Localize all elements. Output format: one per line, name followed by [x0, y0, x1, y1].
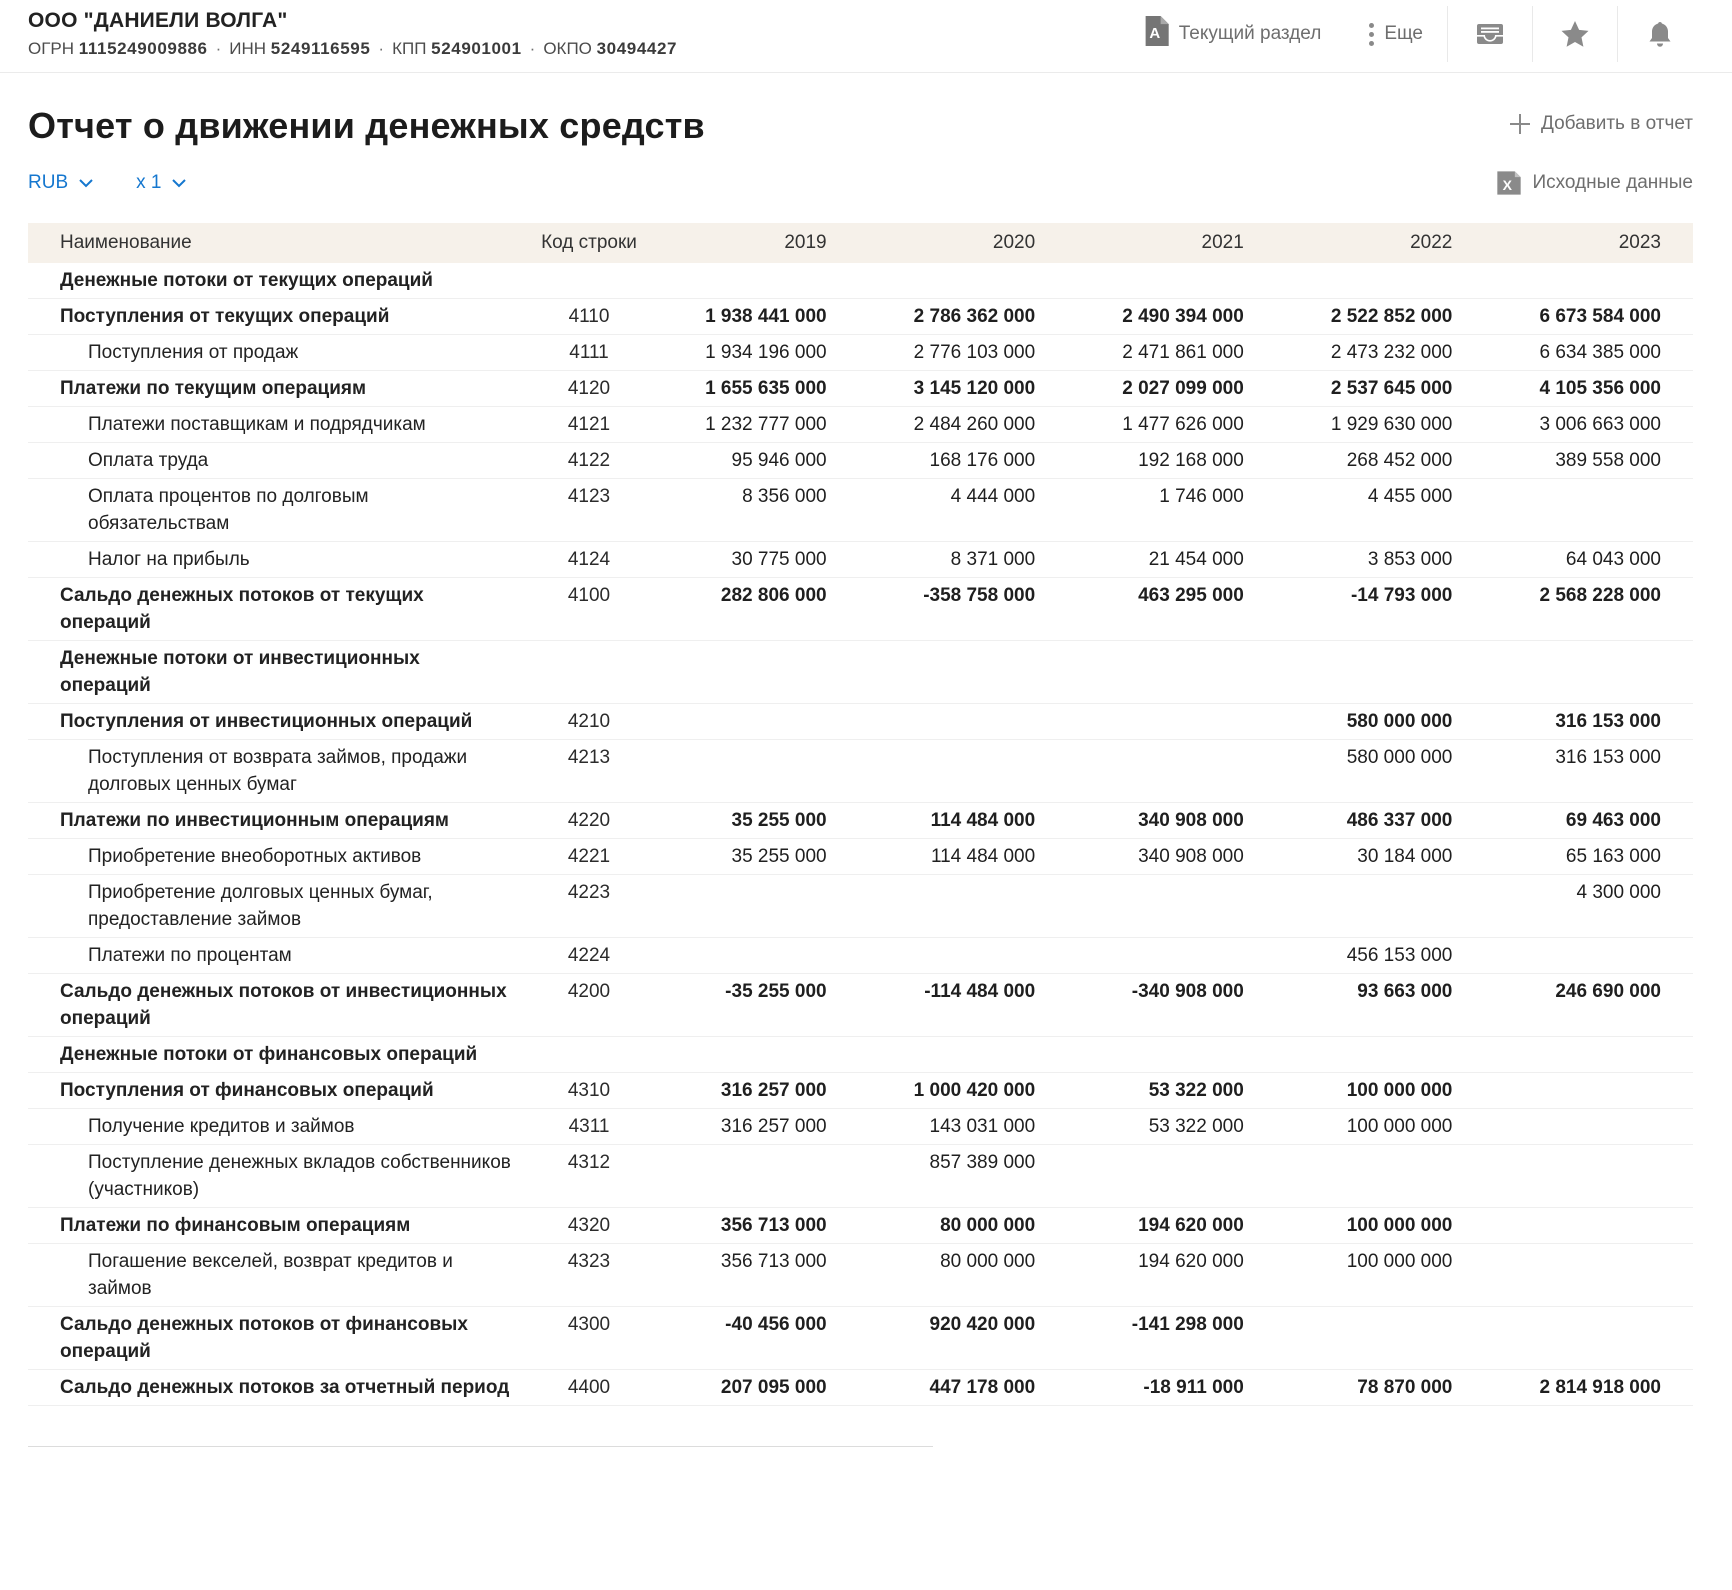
registration-value: 524901001: [431, 39, 522, 58]
row-value: [859, 704, 1068, 740]
row-value: 6 673 584 000: [1484, 299, 1693, 335]
separator-dot: ·: [529, 39, 536, 58]
table-row: [28, 974, 1693, 1037]
row-value: 2 490 394 000: [1067, 299, 1276, 335]
page-title: Отчет о движении денежных средств: [28, 105, 705, 146]
row-value: [1067, 704, 1276, 740]
table-row: [28, 740, 1693, 803]
row-value: 114 484 000: [859, 803, 1068, 839]
row-value: 100 000 000: [1276, 1208, 1485, 1244]
table-row: [28, 1307, 1693, 1370]
star-icon: [1560, 20, 1590, 48]
row-value: [1067, 263, 1276, 299]
source-data-label: Исходные данные: [1532, 172, 1693, 193]
source-data-button[interactable]: [1496, 169, 1693, 197]
row-value: [859, 641, 1068, 704]
registration-value: 1115249009886: [78, 39, 208, 58]
plus-icon: [1509, 113, 1531, 135]
row-value: [1484, 938, 1693, 974]
row-value: 65 163 000: [1484, 839, 1693, 875]
row-value: [1484, 641, 1693, 704]
row-code: [528, 641, 650, 704]
row-value: [1484, 1145, 1693, 1208]
table-row: [28, 578, 1693, 641]
kebab-icon: [1369, 23, 1374, 46]
row-value: [1276, 1037, 1485, 1073]
row-value: [650, 938, 859, 974]
favorites-button[interactable]: [1533, 6, 1617, 62]
registration-value: 5249116595: [270, 39, 371, 58]
row-value: [1276, 641, 1485, 704]
registration-item: [28, 39, 208, 59]
add-to-report-button[interactable]: [1509, 105, 1693, 135]
row-value: 1 929 630 000: [1276, 407, 1485, 443]
row-value: 168 176 000: [859, 443, 1068, 479]
row-value: 100 000 000: [1276, 1073, 1485, 1109]
row-name: Платежи по процентам: [28, 938, 528, 974]
row-value: -35 255 000: [650, 974, 859, 1037]
table-row: [28, 641, 1693, 704]
pdf-icon: [1143, 16, 1169, 52]
row-name: Сальдо денежных потоков от текущих операций: [28, 578, 528, 641]
inbox-button[interactable]: [1448, 6, 1532, 62]
row-value: [1484, 1208, 1693, 1244]
row-value: 30 184 000: [1276, 839, 1485, 875]
cash-flow-table: [28, 223, 1693, 1406]
row-value: 35 255 000: [650, 839, 859, 875]
row-value: [650, 1145, 859, 1208]
row-value: 1 232 777 000: [650, 407, 859, 443]
row-value: 268 452 000: [1276, 443, 1485, 479]
row-value: -40 456 000: [650, 1307, 859, 1370]
row-value: [1484, 1307, 1693, 1370]
row-value: 143 031 000: [859, 1109, 1068, 1145]
row-value: [650, 704, 859, 740]
registration-label: КПП: [392, 39, 432, 58]
row-code: 4122: [528, 443, 650, 479]
row-code: 4120: [528, 371, 650, 407]
row-value: -18 911 000: [1067, 1370, 1276, 1406]
row-value: 316 153 000: [1484, 704, 1693, 740]
row-value: 95 946 000: [650, 443, 859, 479]
table-row: [28, 542, 1693, 578]
row-value: 35 255 000: [650, 803, 859, 839]
row-value: 4 105 356 000: [1484, 371, 1693, 407]
registration-item: [543, 39, 677, 59]
row-value: 21 454 000: [1067, 542, 1276, 578]
registration-label: ОКПО: [543, 39, 597, 58]
table-row: [28, 299, 1693, 335]
row-code: 4311: [528, 1109, 650, 1145]
row-value: -114 484 000: [859, 974, 1068, 1037]
row-code: 4310: [528, 1073, 650, 1109]
row-name: Платежи поставщикам и подрядчикам: [28, 407, 528, 443]
svg-text:X: X: [1503, 177, 1513, 193]
row-name: Поступления от инвестиционных операций: [28, 704, 528, 740]
row-name: Оплата труда: [28, 443, 528, 479]
row-name: Поступления от продаж: [28, 335, 528, 371]
row-value: 114 484 000: [859, 839, 1068, 875]
registration-item: [392, 39, 522, 59]
separator-dot: ·: [378, 39, 385, 58]
next-section-divider: [28, 1446, 933, 1447]
row-value: 53 322 000: [1067, 1073, 1276, 1109]
row-code: 4312: [528, 1145, 650, 1208]
row-name: Поступления от финансовых операций: [28, 1073, 528, 1109]
row-value: [1067, 875, 1276, 938]
row-value: 100 000 000: [1276, 1244, 1485, 1307]
row-value: [1484, 1244, 1693, 1307]
table-body: [28, 263, 1693, 1406]
table-row: [28, 1244, 1693, 1307]
row-value: 64 043 000: [1484, 542, 1693, 578]
row-code: 4213: [528, 740, 650, 803]
row-value: -14 793 000: [1276, 578, 1485, 641]
row-value: 486 337 000: [1276, 803, 1485, 839]
row-name: Налог на прибыль: [28, 542, 528, 578]
row-value: 1 000 420 000: [859, 1073, 1068, 1109]
row-value: 340 908 000: [1067, 839, 1276, 875]
row-name: Денежные потоки от текущих операций: [60, 270, 433, 291]
row-value: [1484, 263, 1693, 299]
row-value: 3 006 663 000: [1484, 407, 1693, 443]
row-value: 3 853 000: [1276, 542, 1485, 578]
row-value: [859, 938, 1068, 974]
bell-icon: [1647, 20, 1673, 48]
row-value: 2 814 918 000: [1484, 1370, 1693, 1406]
row-value: 2 568 228 000: [1484, 578, 1693, 641]
row-value: [1276, 263, 1485, 299]
table-row: [28, 1370, 1693, 1406]
excel-icon: [1496, 169, 1522, 197]
table-row: [28, 263, 1693, 299]
row-name: Приобретение долговых ценных бумаг, предоставление займов: [28, 875, 528, 938]
row-value: 316 257 000: [650, 1073, 859, 1109]
row-value: 356 713 000: [650, 1208, 859, 1244]
company-block: [28, 9, 677, 59]
row-value: 100 000 000: [1276, 1109, 1485, 1145]
row-value: 580 000 000: [1276, 704, 1485, 740]
row-value: [1276, 1307, 1485, 1370]
row-code: 4210: [528, 704, 650, 740]
row-value: 192 168 000: [1067, 443, 1276, 479]
table-row: [28, 1037, 1693, 1073]
currency-value: RUB: [28, 172, 69, 193]
row-value: 6 634 385 000: [1484, 335, 1693, 371]
row-value: [1067, 641, 1276, 704]
row-value: [1276, 875, 1485, 938]
row-name: Сальдо денежных потоков от инвестиционных операций: [28, 974, 528, 1037]
row-value: 389 558 000: [1484, 443, 1693, 479]
row-value: 4 300 000: [1484, 875, 1693, 938]
row-value: -340 908 000: [1067, 974, 1276, 1037]
row-value: [1067, 938, 1276, 974]
row-value: 69 463 000: [1484, 803, 1693, 839]
column-header: Наименование: [28, 223, 528, 263]
row-value: 463 295 000: [1067, 578, 1276, 641]
row-value: [650, 263, 859, 299]
row-value: 316 153 000: [1484, 740, 1693, 803]
row-value: 4 444 000: [859, 479, 1068, 542]
row-name: Сальдо денежных потоков за отчетный период: [28, 1370, 528, 1406]
registration-label: ОГРН: [28, 39, 79, 58]
row-value: 2 471 861 000: [1067, 335, 1276, 371]
row-value: 3 145 120 000: [859, 371, 1068, 407]
row-value: 857 389 000: [859, 1145, 1068, 1208]
row-value: 447 178 000: [859, 1370, 1068, 1406]
row-value: 456 153 000: [1276, 938, 1485, 974]
row-code: 4221: [528, 839, 650, 875]
row-value: -358 758 000: [859, 578, 1068, 641]
row-code: 4100: [528, 578, 650, 641]
row-value: [1484, 1109, 1693, 1145]
notifications-button[interactable]: [1618, 6, 1702, 62]
row-value: 30 775 000: [650, 542, 859, 578]
svg-text:A: A: [1149, 24, 1161, 42]
company-name: ООО "ДАНИЕЛИ ВОЛГА": [28, 9, 288, 32]
row-value: 2 027 099 000: [1067, 371, 1276, 407]
row-name: Погашение векселей, возврат кредитов и займов: [28, 1244, 528, 1307]
top-company-bar: [0, 0, 1732, 73]
row-value: 1 746 000: [1067, 479, 1276, 542]
row-value: 1 938 441 000: [650, 299, 859, 335]
row-value: [1067, 1145, 1276, 1208]
row-name: Платежи по текущим операциям: [28, 371, 528, 407]
currency-select[interactable]: [28, 172, 94, 194]
row-name: Получение кредитов и займов: [28, 1109, 528, 1145]
row-value: 2 786 362 000: [859, 299, 1068, 335]
row-value: 4 455 000: [1276, 479, 1485, 542]
row-value: [650, 641, 859, 704]
table-row: [28, 407, 1693, 443]
row-name: Сальдо денежных потоков от финансовых операций: [28, 1307, 528, 1370]
row-value: [859, 263, 1068, 299]
row-code: 4110: [528, 299, 650, 335]
row-value: 53 322 000: [1067, 1109, 1276, 1145]
row-code: [528, 263, 650, 299]
row-code: 4320: [528, 1208, 650, 1244]
row-value: [1067, 1037, 1276, 1073]
row-value: 194 620 000: [1067, 1208, 1276, 1244]
table-row: [28, 938, 1693, 974]
current-section-button[interactable]: [1119, 6, 1346, 62]
multiplier-value: x 1: [136, 172, 162, 193]
row-value: [859, 740, 1068, 803]
table-row: [28, 479, 1693, 542]
registration-item: [229, 39, 370, 59]
table-row: [28, 1073, 1693, 1109]
row-value: 8 371 000: [859, 542, 1068, 578]
row-value: [650, 1037, 859, 1073]
inbox-icon: [1475, 21, 1505, 47]
column-header: 2019: [650, 223, 859, 263]
table-row: [28, 335, 1693, 371]
row-code: 4323: [528, 1244, 650, 1307]
column-header: 2022: [1276, 223, 1485, 263]
row-value: 580 000 000: [1276, 740, 1485, 803]
row-name: Платежи по инвестиционным операциям: [28, 803, 528, 839]
row-name: Денежные потоки от финансовых операций: [28, 1037, 528, 1073]
row-value: 2 776 103 000: [859, 335, 1068, 371]
table-row: [28, 839, 1693, 875]
row-value: 194 620 000: [1067, 1244, 1276, 1307]
row-value: -141 298 000: [1067, 1307, 1276, 1370]
row-name: Платежи по финансовым операциям: [28, 1208, 528, 1244]
row-value: 920 420 000: [859, 1307, 1068, 1370]
row-code: 4223: [528, 875, 650, 938]
current-section-label: Текущий раздел: [1178, 23, 1322, 44]
column-header: 2021: [1067, 223, 1276, 263]
row-value: 2 537 645 000: [1276, 371, 1485, 407]
row-value: 2 473 232 000: [1276, 335, 1485, 371]
row-code: 4124: [528, 542, 650, 578]
row-value: [1067, 740, 1276, 803]
row-name: Денежные потоки от инвестиционных операций: [28, 641, 528, 704]
row-code: [528, 1037, 650, 1073]
row-value: [1276, 1145, 1485, 1208]
row-value: [1484, 1073, 1693, 1109]
row-code: 4400: [528, 1370, 650, 1406]
row-value: 2 484 260 000: [859, 407, 1068, 443]
table-header-row: [28, 223, 1693, 263]
row-code: 4200: [528, 974, 650, 1037]
column-header: 2020: [859, 223, 1068, 263]
separator-dot: ·: [215, 39, 222, 58]
add-to-report-label: Добавить в отчет: [1540, 113, 1693, 134]
table-row: [28, 704, 1693, 740]
row-code: 4123: [528, 479, 650, 542]
row-value: 8 356 000: [650, 479, 859, 542]
row-value: [859, 1037, 1068, 1073]
table-row: [28, 443, 1693, 479]
row-value: [859, 875, 1068, 938]
row-value: 80 000 000: [859, 1244, 1068, 1307]
row-value: [650, 875, 859, 938]
row-name: Приобретение внеоборотных активов: [28, 839, 528, 875]
chevron-down-icon: [171, 178, 187, 188]
row-name: Оплата процентов по долговым обязательствам: [28, 479, 528, 542]
table-row: [28, 875, 1693, 938]
column-header: Код строки: [528, 223, 650, 263]
more-label: Еще: [1384, 23, 1423, 44]
table-row: [28, 803, 1693, 839]
topbar-actions: [1119, 6, 1702, 62]
company-registration: [28, 39, 677, 59]
row-name: Поступления от текущих операций: [28, 299, 528, 335]
row-code: 4300: [528, 1307, 650, 1370]
table-row: [28, 371, 1693, 407]
table-row: [28, 1109, 1693, 1145]
registration-label: ИНН: [229, 39, 271, 58]
row-name: Поступления от возврата займов, продажи долговых ценных бумаг: [28, 740, 528, 803]
row-value: 93 663 000: [1276, 974, 1485, 1037]
chevron-down-icon: [78, 178, 94, 188]
column-header: 2023: [1484, 223, 1693, 263]
row-name: Поступление денежных вкладов собственников (участников): [28, 1145, 528, 1208]
row-value: 316 257 000: [650, 1109, 859, 1145]
row-value: 80 000 000: [859, 1208, 1068, 1244]
row-value: 78 870 000: [1276, 1370, 1485, 1406]
row-code: 4121: [528, 407, 650, 443]
row-value: 2 522 852 000: [1276, 299, 1485, 335]
row-value: 356 713 000: [650, 1244, 859, 1307]
row-code: 4224: [528, 938, 650, 974]
row-code: 4220: [528, 803, 650, 839]
row-value: 1 477 626 000: [1067, 407, 1276, 443]
registration-value: 30494427: [596, 39, 678, 58]
row-value: 282 806 000: [650, 578, 859, 641]
more-button[interactable]: [1345, 6, 1447, 62]
row-value: [1484, 1037, 1693, 1073]
row-value: [650, 740, 859, 803]
row-value: 1 934 196 000: [650, 335, 859, 371]
table-row: [28, 1208, 1693, 1244]
row-code: 4111: [528, 335, 650, 371]
row-value: 1 655 635 000: [650, 371, 859, 407]
multiplier-select[interactable]: [136, 172, 187, 194]
row-value: 340 908 000: [1067, 803, 1276, 839]
row-value: [1484, 479, 1693, 542]
row-value: 246 690 000: [1484, 974, 1693, 1037]
table-row: [28, 1145, 1693, 1208]
row-value: 207 095 000: [650, 1370, 859, 1406]
report-page: [0, 105, 1732, 1447]
